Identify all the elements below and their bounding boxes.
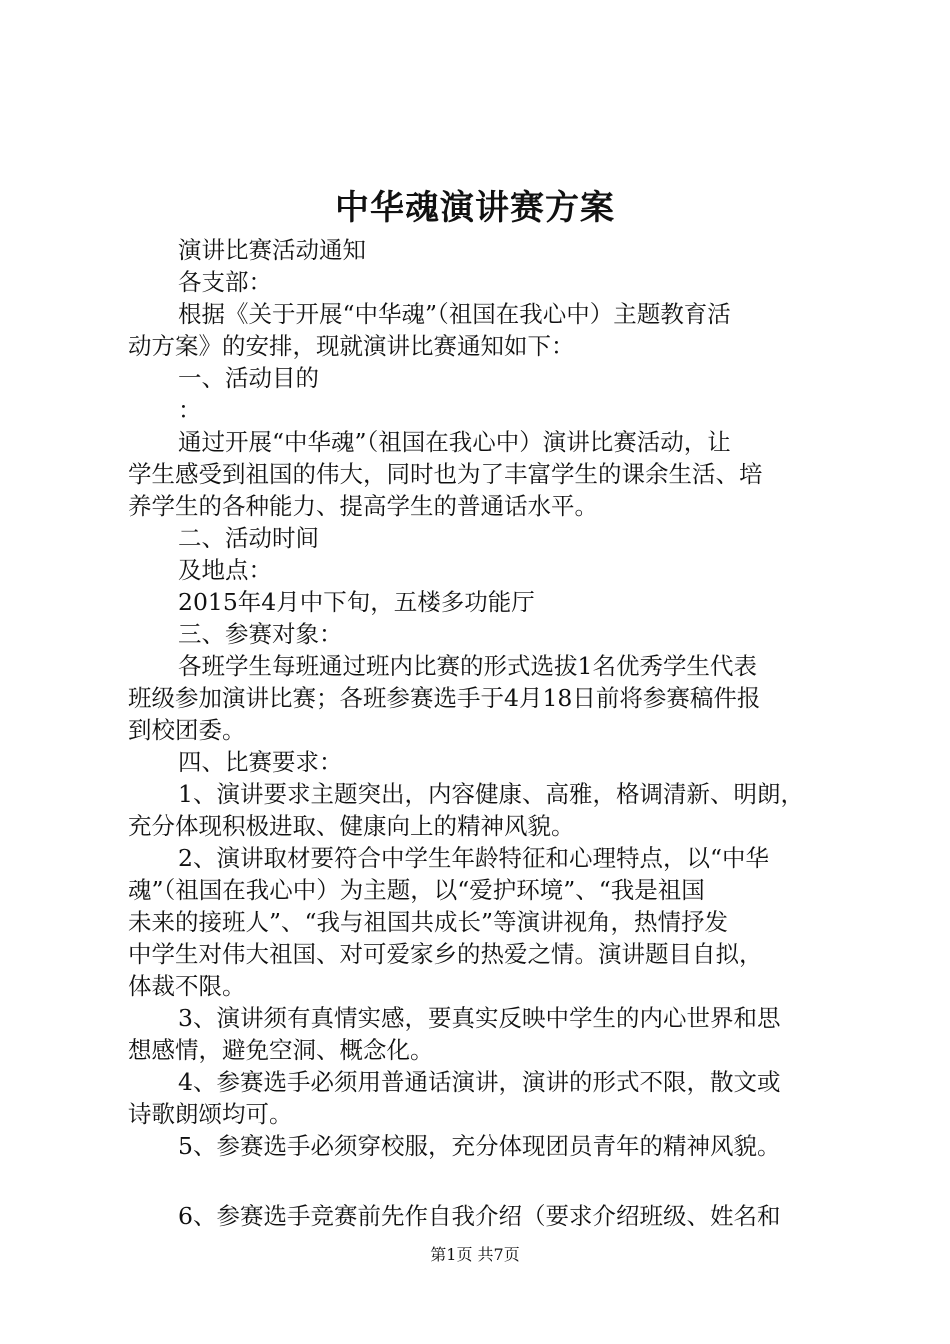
text-line: 想感情，避免空洞、概念化。 xyxy=(128,1036,434,1064)
text-line: 5、参赛选手必须穿校服，充分体现团员青年的精神风貌。 xyxy=(178,1132,781,1160)
text-line: ： xyxy=(178,396,202,424)
text-line: 及地点： xyxy=(178,556,272,584)
text-line: 魂”（祖国在我心中）为主题，以“爱护环境”、“我是祖国 xyxy=(128,876,705,904)
text-line: 到校团委。 xyxy=(128,716,246,744)
text-line: 根据《关于开展“中华魂”（祖国在我心中）主题教育活 xyxy=(178,300,731,328)
text-line: 诗歌朗颂均可。 xyxy=(128,1100,293,1128)
page-footer: 第1页 共7页 xyxy=(430,1245,520,1264)
text-line: 三、参赛对象： xyxy=(178,620,343,648)
text-line: 二、活动时间 xyxy=(178,524,319,552)
text-line: 通过开展“中华魂”（祖国在我心中）演讲比赛活动，让 xyxy=(178,428,731,456)
document-body xyxy=(128,234,832,1232)
paragraph-gap xyxy=(128,1162,832,1200)
text-line: 1、演讲要求主题突出，内容健康、高雅，格调清新、明朗， xyxy=(178,780,804,808)
text-line: 四、比赛要求： xyxy=(178,748,343,776)
text-line: 一、活动目的 xyxy=(178,364,319,392)
text-line: 2、演讲取材要符合中学生年龄特征和心理特点，以“中华 xyxy=(178,844,769,872)
text-line: 4、参赛选手必须用普通话演讲，演讲的形式不限，散文或 xyxy=(178,1068,781,1096)
document-title: 中华魂演讲赛方案 xyxy=(335,188,615,228)
text-line: 体裁不限。 xyxy=(128,972,246,1000)
text-line: 动方案》的安排，现就演讲比赛通知如下： xyxy=(128,332,575,360)
text-line: 演讲比赛活动通知 xyxy=(178,236,366,264)
text-line: 养学生的各种能力、提高学生的普通话水平。 xyxy=(128,492,598,520)
text-line: 6、参赛选手竞赛前先作自我介绍（要求介绍班级、姓名和 xyxy=(178,1202,781,1230)
text-line: 各班学生每班通过班内比赛的形式选拔1名优秀学生代表 xyxy=(178,652,757,680)
text-line: 中学生对伟大祖国、对可爱家乡的热爱之情。演讲题目自拟， xyxy=(128,940,763,968)
text-line: 3、演讲须有真情实感，要真实反映中学生的内心世界和思 xyxy=(178,1004,781,1032)
text-line: 未来的接班人”、“我与祖国共成长”等演讲视角，热情抒发 xyxy=(128,908,729,936)
text-line: 充分体现积极进取、健康向上的精神风貌。 xyxy=(128,812,575,840)
text-line: 班级参加演讲比赛；各班参赛选手于4月18日前将参赛稿件报 xyxy=(128,684,761,712)
text-line: 学生感受到祖国的伟大，同时也为了丰富学生的课余生活、培 xyxy=(128,460,763,488)
text-line: 2015年4月中下旬，五楼多功能厅 xyxy=(178,588,535,616)
text-line: 各支部： xyxy=(178,268,272,296)
